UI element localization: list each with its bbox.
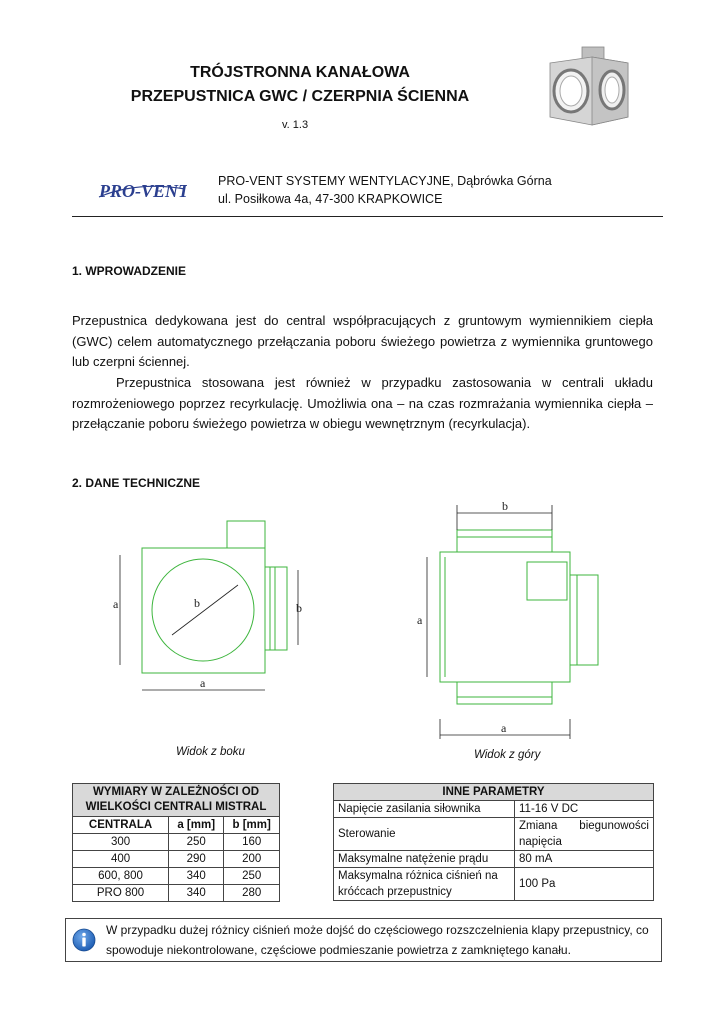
info-note-text: W przypadku dużej różnicy ciśnień może dojść do częściowego rozszczelnienia klapy przepustnicy, co spowoduje niekontrolowane, częściowe podmieszanie powietrza z zamkniętego kanału.	[106, 923, 649, 957]
intro-paragraph-1: Przepustnica dedykowana jest do central współpracujących z gruntowym wymiennikiem ciepła (GWC) celem automatycznego przełączania poboru świeżego powietrza z wymiennika gruntowego lub czerpni ściennej.	[72, 313, 653, 370]
table-cell: 280	[224, 885, 280, 902]
table-cell: 250	[224, 868, 280, 885]
table-cell: 250	[169, 834, 224, 851]
parameter-value: 11-16 V DC	[515, 801, 654, 818]
dimensions-table-title-row	[73, 784, 280, 817]
side-label-a-vertical: a	[113, 597, 119, 611]
table-row	[334, 818, 654, 851]
top-label-a-vertical: a	[417, 613, 423, 627]
table-row	[334, 801, 654, 818]
top-view-drawing	[405, 497, 605, 742]
company-address-line-1: PRO-VENT SYSTEMY WENTYLACYJNE, Dąbrówka Górna	[218, 174, 552, 188]
dimensions-table	[72, 783, 280, 902]
side-label-a-horizontal: a	[200, 676, 206, 690]
parameter-value: 80 mA	[515, 851, 654, 868]
top-view-caption: Widok z góry	[474, 749, 541, 761]
parameter-name: Maksymalna różnica ciśnień na króćcach przepustnicy	[334, 868, 515, 901]
side-view-drawing	[100, 515, 320, 705]
side-label-b-right: b	[296, 601, 302, 615]
column-header: a [mm]	[169, 817, 224, 834]
section-1-heading: 1. WPROWADZENIE	[72, 264, 187, 278]
table-cell: PRO 800	[73, 885, 169, 902]
top-label-a-horizontal: a	[501, 721, 507, 735]
version: v. 1.3	[282, 119, 309, 131]
info-note-box	[65, 918, 662, 962]
info-icon	[72, 928, 96, 952]
parameters-table-title-row	[334, 784, 654, 801]
section-2-heading: 2. DANE TECHNICZNE	[72, 476, 201, 490]
table-cell: 290	[169, 851, 224, 868]
table-cell: 340	[169, 868, 224, 885]
intro-paragraph-2: Przepustnica stosowana jest również w przypadku zastosowania w centrali układu rozmrożeniowego poprzez recyrkulację. Umożliwia ona – na czas rozmrażania wymiennika ciepła – przełączanie poboru świeżego powietrza w obiegu wewnętrznym (recyrkulacja).	[72, 375, 653, 432]
table-cell: 200	[224, 851, 280, 868]
column-header: b [mm]	[224, 817, 280, 834]
parameters-table-title: INNE PARAMETRY	[334, 784, 654, 801]
parameters-table	[333, 783, 654, 901]
parameter-name: Maksymalne natężenie prądu	[334, 851, 515, 868]
table-cell: 400	[73, 851, 169, 868]
side-label-b-diagonal: b	[194, 596, 200, 610]
column-header: CENTRALA	[73, 817, 169, 834]
table-row	[73, 851, 280, 868]
parameter-name: Sterowanie	[334, 818, 515, 851]
table-row	[73, 834, 280, 851]
table-cell: 600, 800	[73, 868, 169, 885]
company-logo	[97, 175, 187, 205]
company-address-line-2: ul. Posiłkowa 4a, 47-300 KRAPKOWICE	[218, 192, 443, 206]
dimensions-table-header-row	[73, 817, 280, 834]
top-label-b: b	[502, 499, 508, 513]
table-cell: 340	[169, 885, 224, 902]
title-line-2: PRZEPUSTNICA GWC / CZERPNIA ŚCIENNA	[130, 88, 470, 105]
table-cell: 300	[73, 834, 169, 851]
table-row	[73, 885, 280, 902]
table-cell: 160	[224, 834, 280, 851]
parameter-value: Zmiana biegunowości napięcia	[515, 818, 654, 851]
logo-text: PRO-VENT	[99, 181, 187, 201]
table-row	[73, 868, 280, 885]
table-row	[334, 868, 654, 901]
side-view-caption: Widok z boku	[176, 746, 245, 758]
parameter-value: 100 Pa	[515, 868, 654, 901]
table-row	[334, 851, 654, 868]
title-line-1: TRÓJSTRONNA KANAŁOWA	[190, 64, 410, 81]
dimensions-table-title: WYMIARY W ZALEŻNOŚCI OD WIELKOŚCI CENTRALI MISTRAL	[73, 784, 280, 817]
product-photo	[540, 45, 635, 130]
parameter-name: Napięcie zasilania siłownika	[334, 801, 515, 818]
header-divider	[72, 216, 663, 217]
